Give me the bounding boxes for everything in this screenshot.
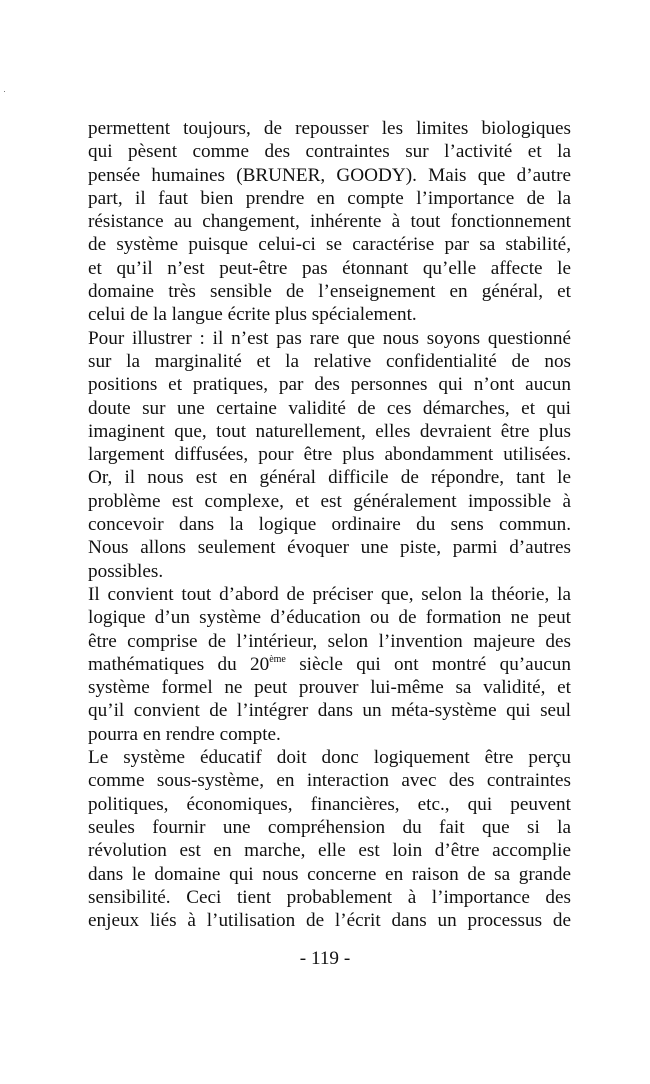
text-line-with-superscript bbox=[88, 653, 571, 676]
text-line: positions et pratiques, par des personnes qui n’ont aucun bbox=[88, 374, 571, 396]
text-line: Le système éducatif doit donc logiquement être perçu bbox=[88, 747, 571, 769]
text-line: Or, il nous est en général difficile de répondre, tant le bbox=[88, 467, 571, 489]
text-line: système formel ne peut prouver lui-même sa validité, et bbox=[88, 677, 571, 699]
text-line: résistance au changement, inhérente à tout fonctionnement bbox=[88, 211, 571, 233]
text-line: sensibilité. Ceci tient probablement à l’importance des bbox=[88, 886, 571, 908]
text-line: domaine très sensible de l’enseignement en général, et bbox=[88, 281, 571, 303]
text-line: Il convient tout d’abord de préciser que, selon la théorie, la bbox=[88, 583, 571, 605]
text-line: problème est complexe, et est généralement impossible à bbox=[88, 490, 571, 512]
text-line: comme sous-système, en interaction avec des contraintes bbox=[88, 770, 571, 792]
scan-artifact-dot bbox=[4, 91, 5, 92]
text-after-superscript: siècle qui ont montré qu’aucun bbox=[285, 653, 571, 675]
text-line: logique d’un système d’éducation ou de formation ne peut bbox=[88, 607, 571, 629]
text-line: celui de la langue écrite plus spécialement. bbox=[88, 304, 417, 326]
text-line: enjeux liés à l’utilisation de l’écrit dans un processus de bbox=[88, 910, 571, 932]
text-line: dans le domaine qui nous concerne en raison de sa grande bbox=[88, 863, 571, 885]
text-line: pourra en rendre compte. bbox=[88, 723, 281, 745]
text-line: possibles. bbox=[88, 560, 164, 582]
text-line: de système puisque celui-ci se caractérise par sa stabilité, bbox=[88, 234, 571, 256]
text-line: Pour illustrer : il n’est pas rare que nous soyons questionné bbox=[88, 327, 571, 349]
text-line: permettent toujours, de repousser les limites biologiques bbox=[88, 118, 571, 139]
text-line: sur la marginalité et la relative confidentialité de nos bbox=[88, 350, 571, 372]
page-body bbox=[88, 117, 571, 932]
text-line: imaginent que, tout naturellement, elles devraient être plus bbox=[88, 420, 571, 442]
text-line: qu’il convient de l’intégrer dans un méta-système qui seul bbox=[88, 700, 571, 722]
text-before-superscript: mathématiques du 20 bbox=[88, 653, 270, 675]
page-number: - 119 - bbox=[299, 948, 351, 969]
text-line: largement diffusées, pour être plus abondamment utilisées. bbox=[88, 444, 571, 466]
text-line: politiques, économiques, financières, etc., qui peuvent bbox=[88, 793, 571, 815]
text-line: seules fournir une compréhension du fait que si la bbox=[88, 816, 571, 838]
text-line: révolution est en marche, elle est loin d’être accomplie bbox=[88, 840, 571, 862]
text-line: pensée humaines (BRUNER, GOODY). Mais que d’autre bbox=[88, 164, 571, 186]
text-line: et qu’il n’est peut-être pas étonnant qu’elle affecte le bbox=[88, 257, 571, 279]
text-line: Nous allons seulement évoquer une piste, parmi d’autres bbox=[88, 537, 571, 559]
ordinal-superscript: ème bbox=[269, 653, 286, 665]
text-line: part, il faut bien prendre en compte l’importance de la bbox=[88, 187, 571, 209]
text-line: concevoir dans la logique ordinaire du sens commun. bbox=[88, 514, 571, 536]
text-line: qui pèsent comme des contraintes sur l’activité et la bbox=[88, 141, 571, 163]
text-line: doute sur une certaine validité de ces démarches, et qui bbox=[88, 397, 571, 419]
text-line: être comprise de l’intérieur, selon l’invention majeure des bbox=[88, 630, 571, 652]
